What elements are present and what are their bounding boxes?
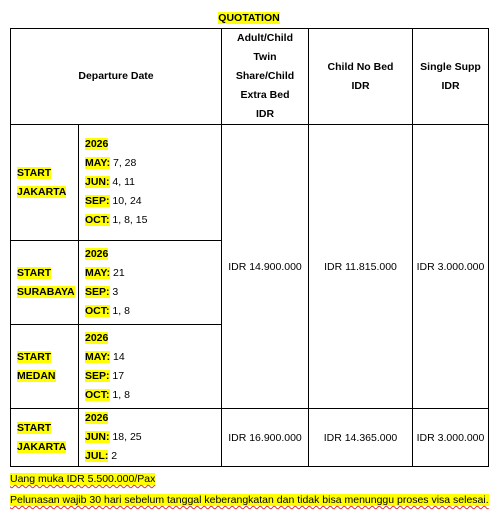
price-adult: IDR 16.900.000 [222, 409, 309, 467]
header-departure-date: Departure Date [11, 29, 222, 125]
price-single-supp: IDR 3.000.000 [413, 125, 489, 409]
start-city-cell: START JAKARTA [11, 409, 79, 467]
quotation-table [10, 28, 489, 467]
start-city-cell: START MEDAN [11, 325, 79, 409]
price-child-no-bed: IDR 14.365.000 [309, 409, 413, 467]
header-single-supp: Single Supp IDR [413, 29, 489, 125]
start-city-cell: START JAKARTA [11, 125, 79, 241]
departure-dates-cell: 2026 MAY: 7, 28 JUN: 4, 11 SEP: 10, 24 OCT: 1, 8, 15 [79, 125, 222, 241]
quotation-title: QUOTATION [218, 12, 280, 24]
departure-dates-cell: 2026 MAY: 14 SEP: 17 OCT: 1, 8 [79, 325, 222, 409]
start-city-cell: START SURABAYA [11, 241, 79, 325]
departure-dates-cell: 2026 MAY: 21 SEP: 3 OCT: 1, 8 [79, 241, 222, 325]
header-row [11, 29, 489, 125]
payment-note: Pelunasan wajib 30 hari sebelum tanggal keberangkatan dan tidak bisa menunggu proses visa selesai. [10, 494, 489, 506]
header-child-no-bed: Child No Bed IDR [309, 29, 413, 125]
table-row [11, 125, 489, 241]
deposit-note: Uang muka IDR 5.500.000/Pax [10, 473, 156, 485]
departure-dates-cell: 2026 JUN: 18, 25 JUL: 2 [79, 409, 222, 467]
price-child-no-bed: IDR 11.815.000 [309, 125, 413, 409]
price-adult: IDR 14.900.000 [222, 125, 309, 409]
header-adult-twin: Adult/Child Twin Share/Child Extra Bed IDR [222, 29, 309, 125]
price-single-supp: IDR 3.000.000 [413, 409, 489, 467]
table-row [11, 409, 489, 467]
